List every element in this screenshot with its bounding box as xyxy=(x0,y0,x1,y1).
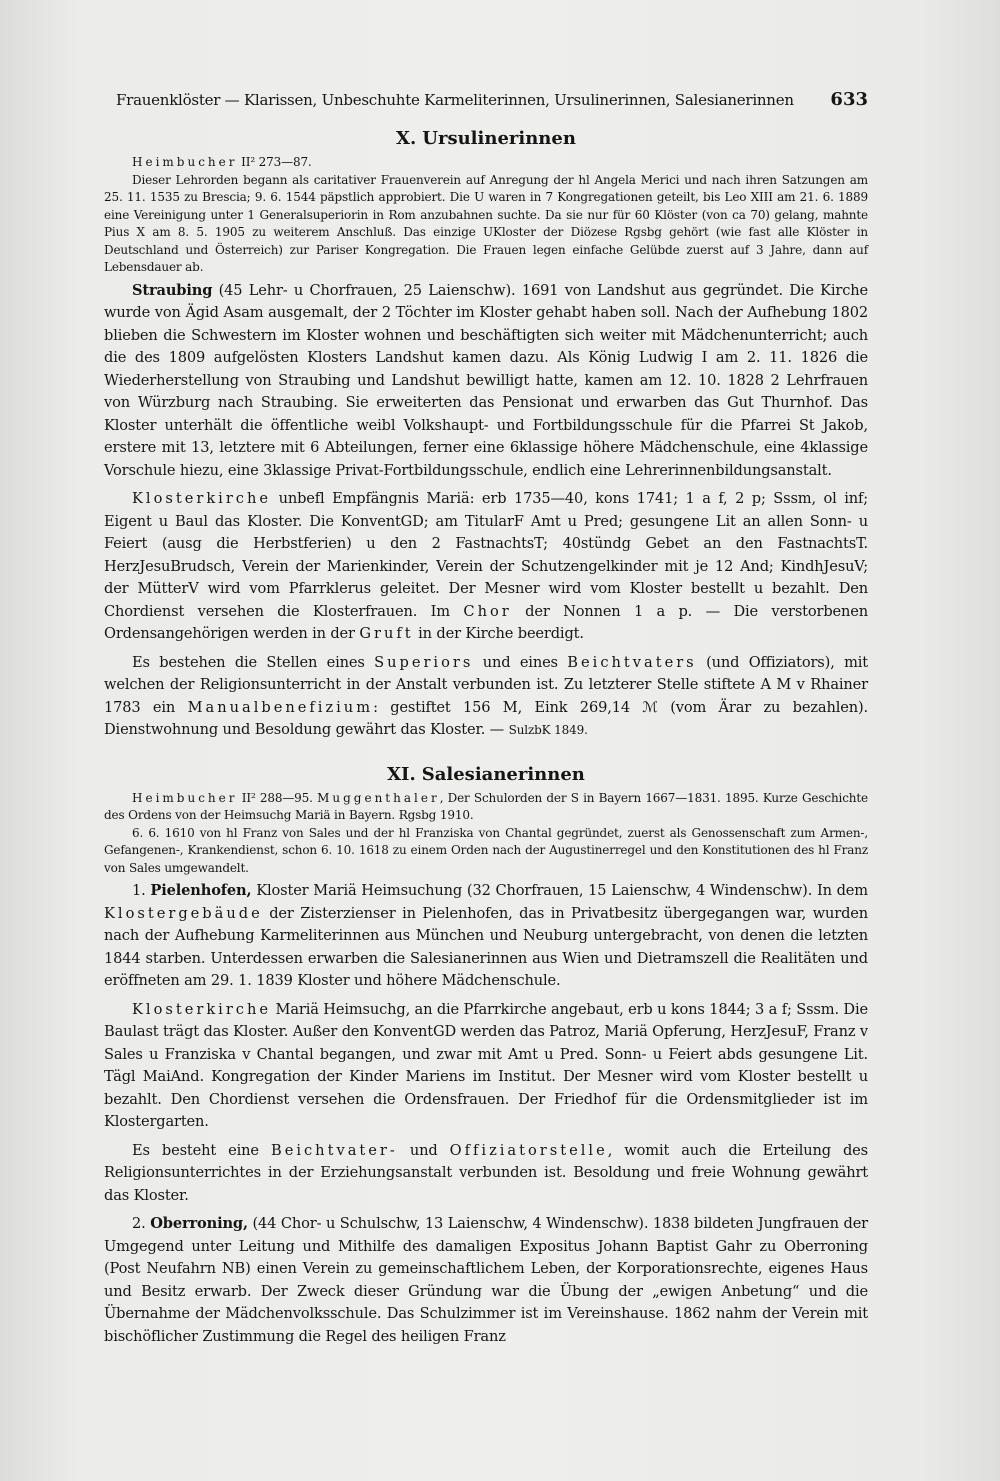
spaced-term: Manualbenefizium xyxy=(187,698,374,716)
spaced-term: Beichtvater- xyxy=(270,1141,398,1159)
intro-paragraph: 6. 6. 1610 von hl Franz von Sales und der hl Franziska von Chantal gegründet, zuerst als Genossenschaft zum Armen-, Gefangenen-, Krankendienst, schon 6. 10. 1618 zu einem Orden nach der Augustinerregel und den Konstitutionen des hl Franz von Sales umgewandelt. xyxy=(104,825,868,875)
section-heading-ursulinerinnen xyxy=(104,126,868,152)
paragraph-klosterkirche: Klosterkirche Mariä Heimsuchg, an die Pfarrkirche angebaut, erb u kons 1844; 3 a f; Sssm. Die Baulast trägt das Kloster. Außer den KonventGD werden das Patroz, Mariä Opferung, HerzJesuF, Franz v Sales u Franziska v Chantal begangen, und zwar mit Amt u Pred. Sonn- u Feiert abds gesungene Lit. Tägl MaiAnd. Kongregation der Kinder Mariens im Institut. Der Mesner wird vom Kloster bestellt u bezahlt. Den Chordienst versehen die Ordensfrauen. Der Friedhof für die Ordensmitglieder ist im Klostergarten. xyxy=(104,1000,868,1130)
author-name: Heimbucher xyxy=(132,155,238,169)
author-name: Heimbucher xyxy=(132,790,238,805)
place-name: Straubing xyxy=(132,281,213,299)
spaced-term: Beichtvaters xyxy=(567,653,697,671)
section-heading-salesianerinnen xyxy=(104,762,868,788)
intro-paragraph: Dieser Lehrorden begann als caritativer Frauenverein auf Anregung der hl Angela Merici und nach ihren Satzungen am 25. 11. 1535 zu Brescia; 9. 6. 1544 päpstlich approbiert. Die U waren in 7 Kongregationen geteilt, bis Leo XIII am 21. 6. 1889 eine Vereinigung unter 1 Generalsuperiorin in Rom anzubahnen suchte. Da sie nur für 60 Klöster (von ca 70) gelang, mahnte Pius X am 8. 5. 1905 zu weiterem Anschluß. Das einzige UKloster der Diözese Rgsbg gehört (wie fast alle Klöster in Deutschland und Österreich) zur Pariser Kongregation. Die Frauen legen einfache Gelübde zuerst auf 3 Jahre, dann auf Lebensdauer ab. xyxy=(104,172,868,274)
paragraph-klosterkirche: Klosterkirche unbefl Empfängnis Mariä: erb 1735—40, kons 1741; 1 a f, 2 p; Sssm, ol inf; Eigent u Baul das Kloster. Die KonventGD; am TitularF Amt u Pred; gesungene Lit an allen Sonn- u Feiert (ausg die Herbstferien) u den 2 FastnachtsT; 40stündg Gebet an den FastnachtsT. HerzJesuBrudsch, Verein der Marienkinder, Verein der Schutzengelkinder mit je 12 And; KindhJesuV; der MütterV wird vom Pfarrklerus geleitet. Der Mesner wird vom Kloster bestellt u bezahlt. Den Chordienst versehen die Klosterfrauen. Im Chor der Nonnen 1 a p. — Die verstorbenen Ordensangehörigen werden in der Gruft in der Kirche beerdigt. xyxy=(104,490,869,642)
paragraph-stellen: Es bestehen die Stellen eines Superiors und eines Beichtvaters (und Offiziators), mit welchen der Religionsunterricht in der Anstalt verbunden ist. Zu letzterer Stelle stiftete A M v Rhainer 1783 ein Manualbenefizium: gestiftet 156 M, Eink 269,14 ℳ (vom Ärar zu bezahlen). Dienstwohnung und Besoldung gewährt das Kloster. — SulzbK 1849. xyxy=(104,653,868,738)
spaced-term: Klostergebäude xyxy=(104,904,263,922)
page-content xyxy=(104,86,868,1348)
spaced-term: Klosterkirche xyxy=(132,490,272,507)
literature-reference: Heimbucher II² 288—95. Muggenthaler, Der Schulorden der S in Bayern 1667—1831. 1895. Kurze Geschichte des Ordens von der Heimsuchg Mariä in Bayern. Rgsbg 1910. xyxy=(104,790,868,822)
spaced-term: Gruft xyxy=(359,625,414,642)
page-number: 633 xyxy=(830,89,868,110)
source-reference: SulzbK 1849. xyxy=(508,723,588,737)
section-title: Ursulinerinnen xyxy=(422,128,576,149)
section-number: X. xyxy=(396,128,417,149)
spaced-term: Superiors xyxy=(374,653,474,671)
spaced-term: Chor xyxy=(463,602,512,620)
place-name: Pielenhofen, xyxy=(150,882,252,899)
running-title: Frauenklöster — Klarissen, Unbeschuhte Karmeliterinnen, Ursulinerinnen, Salesianerinnen xyxy=(116,91,794,109)
spaced-term: Klosterkirche xyxy=(132,1000,272,1018)
paragraph-pielenhofen: 1. Pielenhofen, Kloster Mariä Heimsuchung (32 Chorfrauen, 15 Laienschw, 4 Windenschw). In dem Klostergebäude der Zisterzienser in Pielenhofen, das in Privatbesitz übergegangen war, wurden nach der Aufhebung Karmeliterinnen aus München und Neuburg untergebracht, von denen die letzten 1844 starben. Unterdessen erwarben die Salesianerinnen aus Wien und Dietramszell die Realitäten und eröffneten am 29. 1. 1839 Kloster und höhere Mädchenschule. xyxy=(104,882,868,989)
author-name: Muggenthaler xyxy=(317,790,440,805)
paragraph-oberroning: 2. Oberroning, (44 Chor- u Schulschw, 13 Laienschw, 4 Windenschw). 1838 bildeten Jungfrauen der Umgegend unter Leitung und Mithilfe des damaligen Expositus Johann Baptist Gahr zu Oberroning (Post Neufahrn NB) einen Verein zu gemeinschaftlichem Leben, der Korporationsrechte, eigenes Haus und Besitz erwarb. Der Zweck dieser Gründung war die Übung der „ewigen Anbetung“ und die Übernahme der Mädchenvolksschule. Das Schulzimmer ist im Vereinshause. 1862 nahm der Verein mit bischöflicher Zustimmung die Regel des heiligen Franz xyxy=(104,1215,869,1345)
place-name: Oberroning, xyxy=(150,1215,248,1232)
paragraph-beichtvater: Es besteht eine Beichtvater- und Offiziatorstelle, womit auch die Erteilung des Religionsunterrichtes in der Erziehungsanstalt verbunden ist. Besoldung und freie Wohnung gewährt das Kloster. xyxy=(104,1141,869,1204)
section-title: Salesianerinnen xyxy=(421,763,585,785)
section-number: XI. xyxy=(387,763,416,785)
literature-reference: Heimbucher II² 273—87. xyxy=(132,155,312,169)
paragraph-straubing: Straubing (45 Lehr- u Chorfrauen, 25 Laienschw). 1691 von Landshut aus gegründet. Die Kirche wurde von Ägid Asam ausgemalt, der 2 Töchter im Kloster gehabt haben soll. Nach der Aufhebung 1802 blieben die Schwestern im Kloster wohnen und beschäftigten sich weiter mit Mädchenunterricht; auch die des 1809 aufgelösten Klosters Landshut kamen dazu. Als König Ludwig I am 2. 11. 1826 die Wiederherstellung von Straubing und Landshut bewilligt hatte, kamen am 12. 10. 1828 2 Lehrfrauen von Würzburg nach Straubing. Sie erweiterten das Pensionat und erwarben das Gut Thurnhof. Das Kloster unterhält die öffentliche weibl Volkshaupt- und Fortbildungsschule für die Pfarrei St Jakob, erstere mit 13, letztere mit 6 Abteilungen, ferner eine 6klassige höhere Mädchenschule, eine 4klassige Vorschule hiezu, eine 3klassige Privat-Fortbildungsschule, endlich eine Lehrerinnenbildungsanstalt. xyxy=(104,281,868,479)
spaced-term: Offiziatorstelle xyxy=(449,1141,608,1159)
running-head xyxy=(104,86,868,114)
